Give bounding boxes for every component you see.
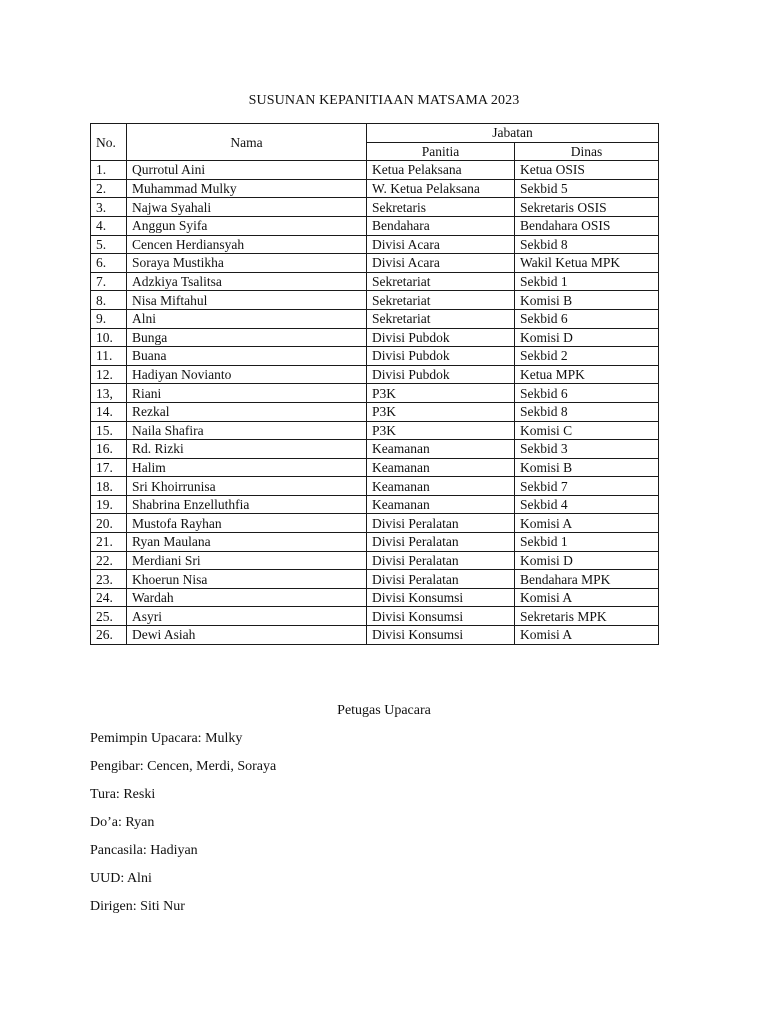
cell-nama: Halim: [127, 458, 367, 477]
cell-nama: Qurrotul Aini: [127, 161, 367, 180]
cell-dinas: Sekbid 2: [515, 347, 659, 366]
table-row: [91, 477, 659, 496]
table-row: [91, 347, 659, 366]
cell-panitia: Sekretaris: [367, 198, 515, 217]
cell-panitia: Sekretariat: [367, 309, 515, 328]
cell-panitia: P3K: [367, 421, 515, 440]
committee-table: [90, 123, 659, 645]
cell-no: 23.: [91, 570, 127, 589]
table-row: [91, 495, 659, 514]
cell-dinas: Komisi B: [515, 291, 659, 310]
table-row: [91, 607, 659, 626]
cell-nama: Rd. Rizki: [127, 440, 367, 459]
cell-dinas: Sekbid 1: [515, 272, 659, 291]
cell-no: 20.: [91, 514, 127, 533]
cell-nama: Asyri: [127, 607, 367, 626]
header-jabatan: Jabatan: [367, 124, 659, 143]
cell-nama: Buana: [127, 347, 367, 366]
cell-nama: Anggun Syifa: [127, 216, 367, 235]
cell-dinas: Sekbid 5: [515, 179, 659, 198]
table-row: [91, 514, 659, 533]
document-title: SUSUNAN KEPANITIAAN MATSAMA 2023: [248, 93, 520, 108]
cell-no: 8.: [91, 291, 127, 310]
cell-panitia: Divisi Konsumsi: [367, 626, 515, 645]
cell-panitia: Divisi Acara: [367, 235, 515, 254]
cell-panitia: Divisi Pubdok: [367, 328, 515, 347]
table-row: [91, 179, 659, 198]
table-header: [91, 124, 659, 161]
cell-nama: Naila Shafira: [127, 421, 367, 440]
cell-no: 22.: [91, 551, 127, 570]
cell-panitia: Divisi Pubdok: [367, 365, 515, 384]
cell-dinas: Sekbid 4: [515, 495, 659, 514]
table-row: [91, 458, 659, 477]
cell-dinas: Bendahara OSIS: [515, 216, 659, 235]
table-row: [91, 588, 659, 607]
cell-nama: Wardah: [127, 588, 367, 607]
cell-dinas: Ketua MPK: [515, 365, 659, 384]
cell-panitia: Divisi Peralatan: [367, 533, 515, 552]
cell-no: 5.: [91, 235, 127, 254]
cell-panitia: Ketua Pelaksana: [367, 161, 515, 180]
table-row: [91, 309, 659, 328]
petugas-item: Tura: Reski: [90, 787, 156, 802]
cell-nama: Riani: [127, 384, 367, 403]
cell-no: 9.: [91, 309, 127, 328]
cell-no: 11.: [91, 347, 127, 366]
cell-no: 25.: [91, 607, 127, 626]
cell-panitia: Bendahara: [367, 216, 515, 235]
table-row: [91, 402, 659, 421]
cell-no: 26.: [91, 626, 127, 645]
cell-nama: Nisa Miftahul: [127, 291, 367, 310]
cell-panitia: Keamanan: [367, 495, 515, 514]
header-row-top: [91, 124, 659, 143]
cell-nama: Najwa Syahali: [127, 198, 367, 217]
cell-no: 24.: [91, 588, 127, 607]
cell-dinas: Sekretaris OSIS: [515, 198, 659, 217]
petugas-item: Pengibar: Cencen, Merdi, Soraya: [90, 759, 277, 774]
cell-dinas: Sekbid 8: [515, 402, 659, 421]
cell-no: 19.: [91, 495, 127, 514]
cell-dinas: Komisi A: [515, 626, 659, 645]
cell-dinas: Sekretaris MPK: [515, 607, 659, 626]
cell-no: 3.: [91, 198, 127, 217]
table-row: [91, 551, 659, 570]
cell-nama: Muhammad Mulky: [127, 179, 367, 198]
cell-nama: Hadiyan Novianto: [127, 365, 367, 384]
petugas-item: Pancasila: Hadiyan: [90, 843, 198, 858]
cell-panitia: Divisi Konsumsi: [367, 607, 515, 626]
cell-nama: Cencen Herdiansyah: [127, 235, 367, 254]
table-row: [91, 533, 659, 552]
petugas-item: UUD: Alni: [90, 871, 152, 886]
cell-no: 2.: [91, 179, 127, 198]
cell-no: 1.: [91, 161, 127, 180]
table-row: [91, 235, 659, 254]
cell-no: 13,: [91, 384, 127, 403]
cell-no: 16.: [91, 440, 127, 459]
cell-dinas: Ketua OSIS: [515, 161, 659, 180]
petugas-item: Do’a: Ryan: [90, 815, 155, 830]
cell-dinas: Komisi D: [515, 328, 659, 347]
cell-panitia: W. Ketua Pelaksana: [367, 179, 515, 198]
table-row: [91, 328, 659, 347]
cell-dinas: Sekbid 1: [515, 533, 659, 552]
cell-nama: Dewi Asiah: [127, 626, 367, 645]
cell-no: 4.: [91, 216, 127, 235]
cell-nama: Khoerun Nisa: [127, 570, 367, 589]
cell-panitia: Divisi Konsumsi: [367, 588, 515, 607]
table-body: [91, 161, 659, 644]
cell-panitia: Sekretariat: [367, 272, 515, 291]
cell-no: 14.: [91, 402, 127, 421]
cell-nama: Adzkiya Tsalitsa: [127, 272, 367, 291]
cell-dinas: Sekbid 7: [515, 477, 659, 496]
cell-panitia: P3K: [367, 384, 515, 403]
cell-no: 10.: [91, 328, 127, 347]
cell-panitia: Sekretariat: [367, 291, 515, 310]
cell-nama: Mustofa Rayhan: [127, 514, 367, 533]
cell-no: 18.: [91, 477, 127, 496]
cell-panitia: Divisi Peralatan: [367, 570, 515, 589]
table-row: [91, 254, 659, 273]
cell-no: 21.: [91, 533, 127, 552]
table-row: [91, 421, 659, 440]
cell-no: 7.: [91, 272, 127, 291]
cell-dinas: Komisi A: [515, 588, 659, 607]
table-row: [91, 198, 659, 217]
cell-nama: Alni: [127, 309, 367, 328]
petugas-item: Dirigen: Siti Nur: [90, 899, 185, 914]
table-row: [91, 384, 659, 403]
cell-no: 12.: [91, 365, 127, 384]
cell-dinas: Sekbid 6: [515, 384, 659, 403]
cell-nama: Ryan Maulana: [127, 533, 367, 552]
cell-dinas: Sekbid 6: [515, 309, 659, 328]
cell-nama: Merdiani Sri: [127, 551, 367, 570]
cell-panitia: Divisi Pubdok: [367, 347, 515, 366]
petugas-title: Petugas Upacara: [337, 703, 431, 718]
table-row: [91, 365, 659, 384]
table-row: [91, 626, 659, 645]
cell-nama: Sri Khoirrunisa: [127, 477, 367, 496]
petugas-item: Pemimpin Upacara: Mulky: [90, 731, 243, 746]
cell-no: 17.: [91, 458, 127, 477]
cell-panitia: Keamanan: [367, 440, 515, 459]
cell-panitia: P3K: [367, 402, 515, 421]
cell-nama: Bunga: [127, 328, 367, 347]
cell-dinas: Komisi B: [515, 458, 659, 477]
header-dinas: Dinas: [515, 142, 659, 161]
cell-nama: Soraya Mustikha: [127, 254, 367, 273]
table-row: [91, 291, 659, 310]
table-row: [91, 161, 659, 180]
cell-panitia: Divisi Peralatan: [367, 514, 515, 533]
header-nama: Nama: [127, 124, 367, 161]
cell-no: 6.: [91, 254, 127, 273]
cell-dinas: Wakil Ketua MPK: [515, 254, 659, 273]
header-panitia: Panitia: [367, 142, 515, 161]
petugas-list: [90, 730, 276, 926]
cell-no: 15.: [91, 421, 127, 440]
cell-panitia: Keamanan: [367, 477, 515, 496]
cell-dinas: Komisi A: [515, 514, 659, 533]
cell-panitia: Divisi Acara: [367, 254, 515, 273]
cell-nama: Shabrina Enzelluthfia: [127, 495, 367, 514]
cell-panitia: Keamanan: [367, 458, 515, 477]
cell-dinas: Bendahara MPK: [515, 570, 659, 589]
table-row: [91, 216, 659, 235]
cell-dinas: Sekbid 8: [515, 235, 659, 254]
cell-dinas: Komisi D: [515, 551, 659, 570]
header-no: No.: [91, 124, 127, 161]
cell-dinas: Sekbid 3: [515, 440, 659, 459]
cell-panitia: Divisi Peralatan: [367, 551, 515, 570]
cell-dinas: Komisi C: [515, 421, 659, 440]
table-row: [91, 570, 659, 589]
cell-nama: Rezkal: [127, 402, 367, 421]
table-row: [91, 272, 659, 291]
table-row: [91, 440, 659, 459]
